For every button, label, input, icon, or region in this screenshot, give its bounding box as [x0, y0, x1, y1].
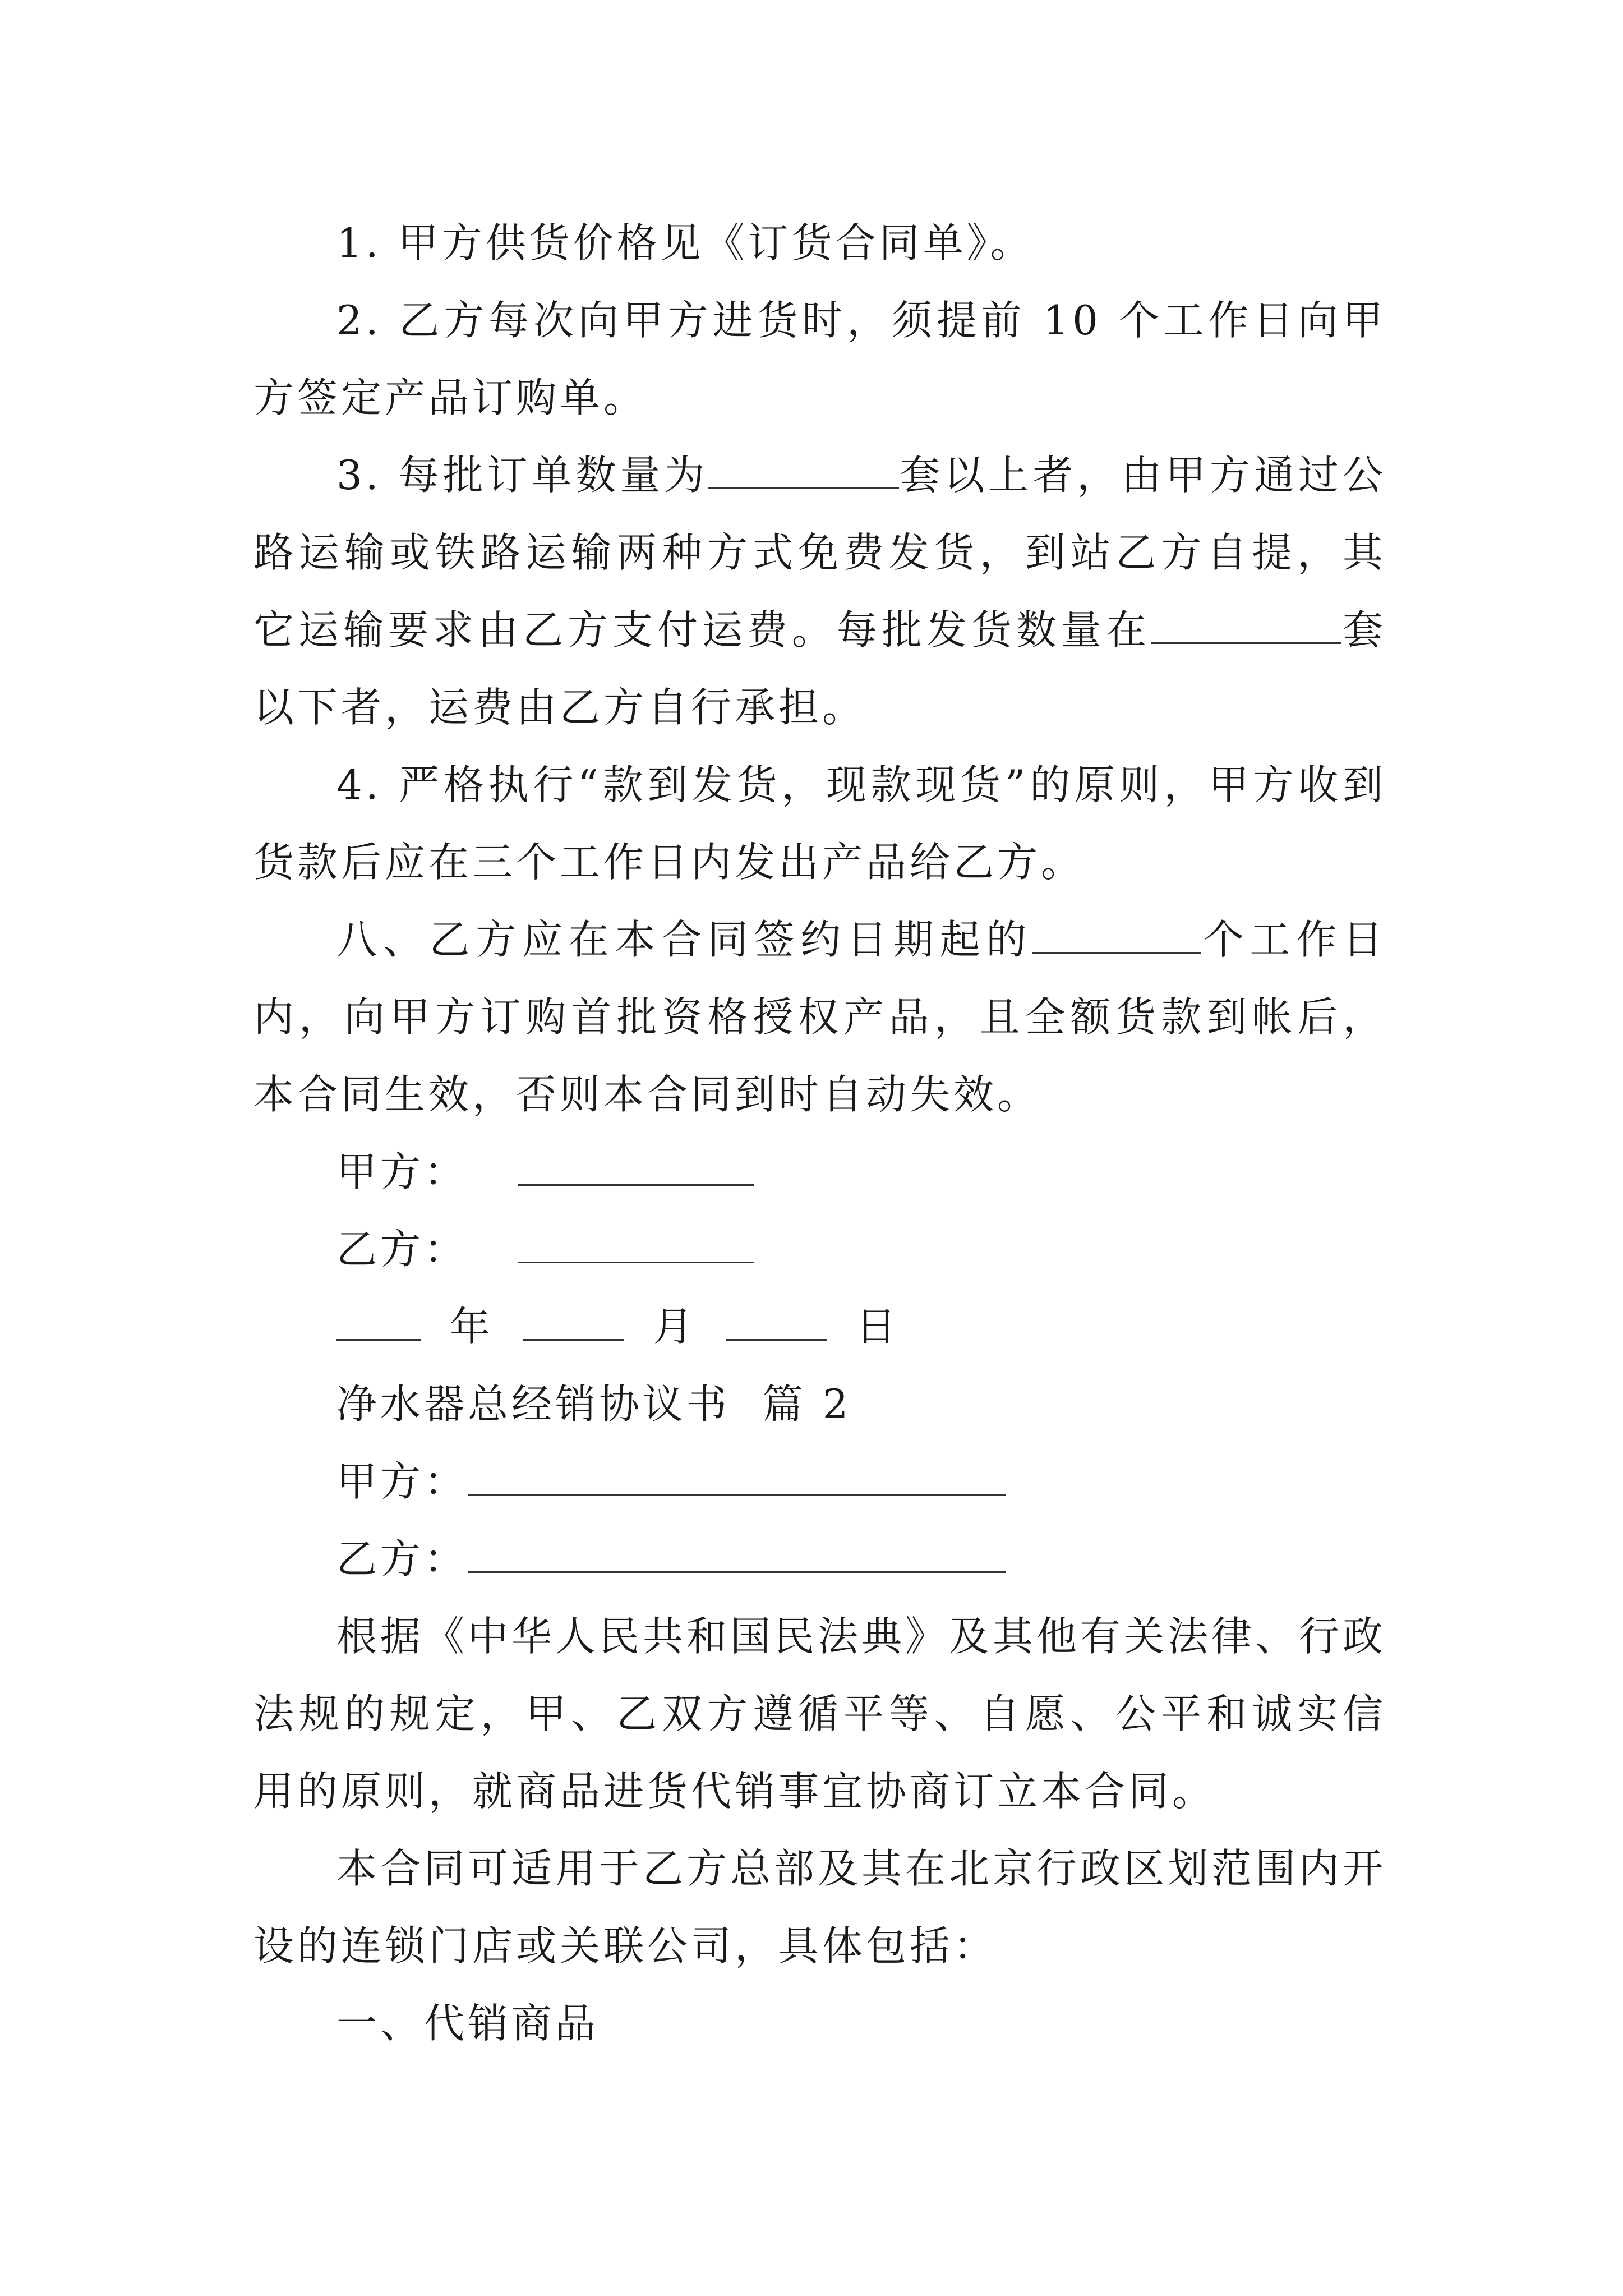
day-blank: [726, 1300, 827, 1341]
signature-party-a: [253, 1133, 1386, 1211]
section-2-party-b-blank: [468, 1532, 1006, 1573]
clause-3-part-c: 套以下者，运费由乙方自行承担。: [253, 606, 1386, 731]
section-2-party-a: [253, 1443, 1386, 1520]
signature-date: [253, 1288, 1386, 1365]
clause-8-part-b: 个工作日内，向甲方订购首批资格授权产品，且全额货款到帐后，本合同生效，否则本合同到时自动失效。: [253, 916, 1386, 1118]
section-2-party-b-label: 乙方：: [336, 1535, 468, 1582]
section-2-heading-1: 一、代销商品: [336, 2000, 600, 2047]
section-2-party-a-label: 甲方：: [336, 1458, 468, 1505]
clause-1: 1. 甲方供货价格见《订货合同单》。: [336, 219, 1034, 266]
clause-2: 2. 乙方每次向甲方进货时，须提前 10 个工作日向甲方签定产品订购单。: [253, 297, 1386, 421]
clause-3-part-b: 套以上者，由甲方通过公路运输或铁路运输两种方式免费发货，到站乙方自提，其它运输要求由乙方支付运费。每批发货数量在: [253, 452, 1386, 654]
party-a-label: 甲方：: [336, 1148, 468, 1195]
clause-4: 4. 严格执行“款到发货，现款现货”的原则，甲方收到货款后应在三个工作日内发出产品给乙方。: [253, 761, 1386, 886]
section-2-intro: 根据《中华人民共和国民法典》及其他有关法律、行政法规的规定，甲、乙双方遵循平等、自愿、公平和诚实信用的原则，就商品进货代销事宜协商订立本合同。: [253, 1613, 1387, 1815]
order-quantity-blank: [708, 448, 899, 489]
shipment-quantity-blank: [1151, 603, 1341, 644]
year-label: 年: [450, 1303, 494, 1350]
clause-3: [253, 436, 1386, 746]
clause-8-part-a: 八、乙方应在本合同签约日期起的: [336, 916, 1033, 963]
party-b-label: 乙方：: [336, 1226, 468, 1273]
section-2-scope: 本合同可适用于乙方总部及其在北京行政区划范围内开设的连锁门店或关联公司，具体包括：: [253, 1845, 1387, 1970]
year-blank: [336, 1300, 421, 1341]
party-b-signature-blank: [518, 1222, 754, 1263]
document-body: [253, 204, 1386, 2062]
section-2-party-a-blank: [468, 1455, 1006, 1496]
section-2-party-b: [253, 1520, 1386, 1598]
signature-party-b: [253, 1211, 1386, 1288]
month-blank: [523, 1300, 624, 1341]
section-2-title: 净水器总经销协议书 篇 2: [336, 1381, 852, 1428]
party-a-signature-blank: [518, 1145, 754, 1186]
clause-8: [253, 901, 1386, 1133]
clause-3-part-a: 3. 每批订单数量为: [336, 452, 709, 499]
month-label: 月: [653, 1303, 697, 1350]
working-days-blank: [1032, 913, 1201, 954]
day-label: 日: [856, 1303, 900, 1350]
